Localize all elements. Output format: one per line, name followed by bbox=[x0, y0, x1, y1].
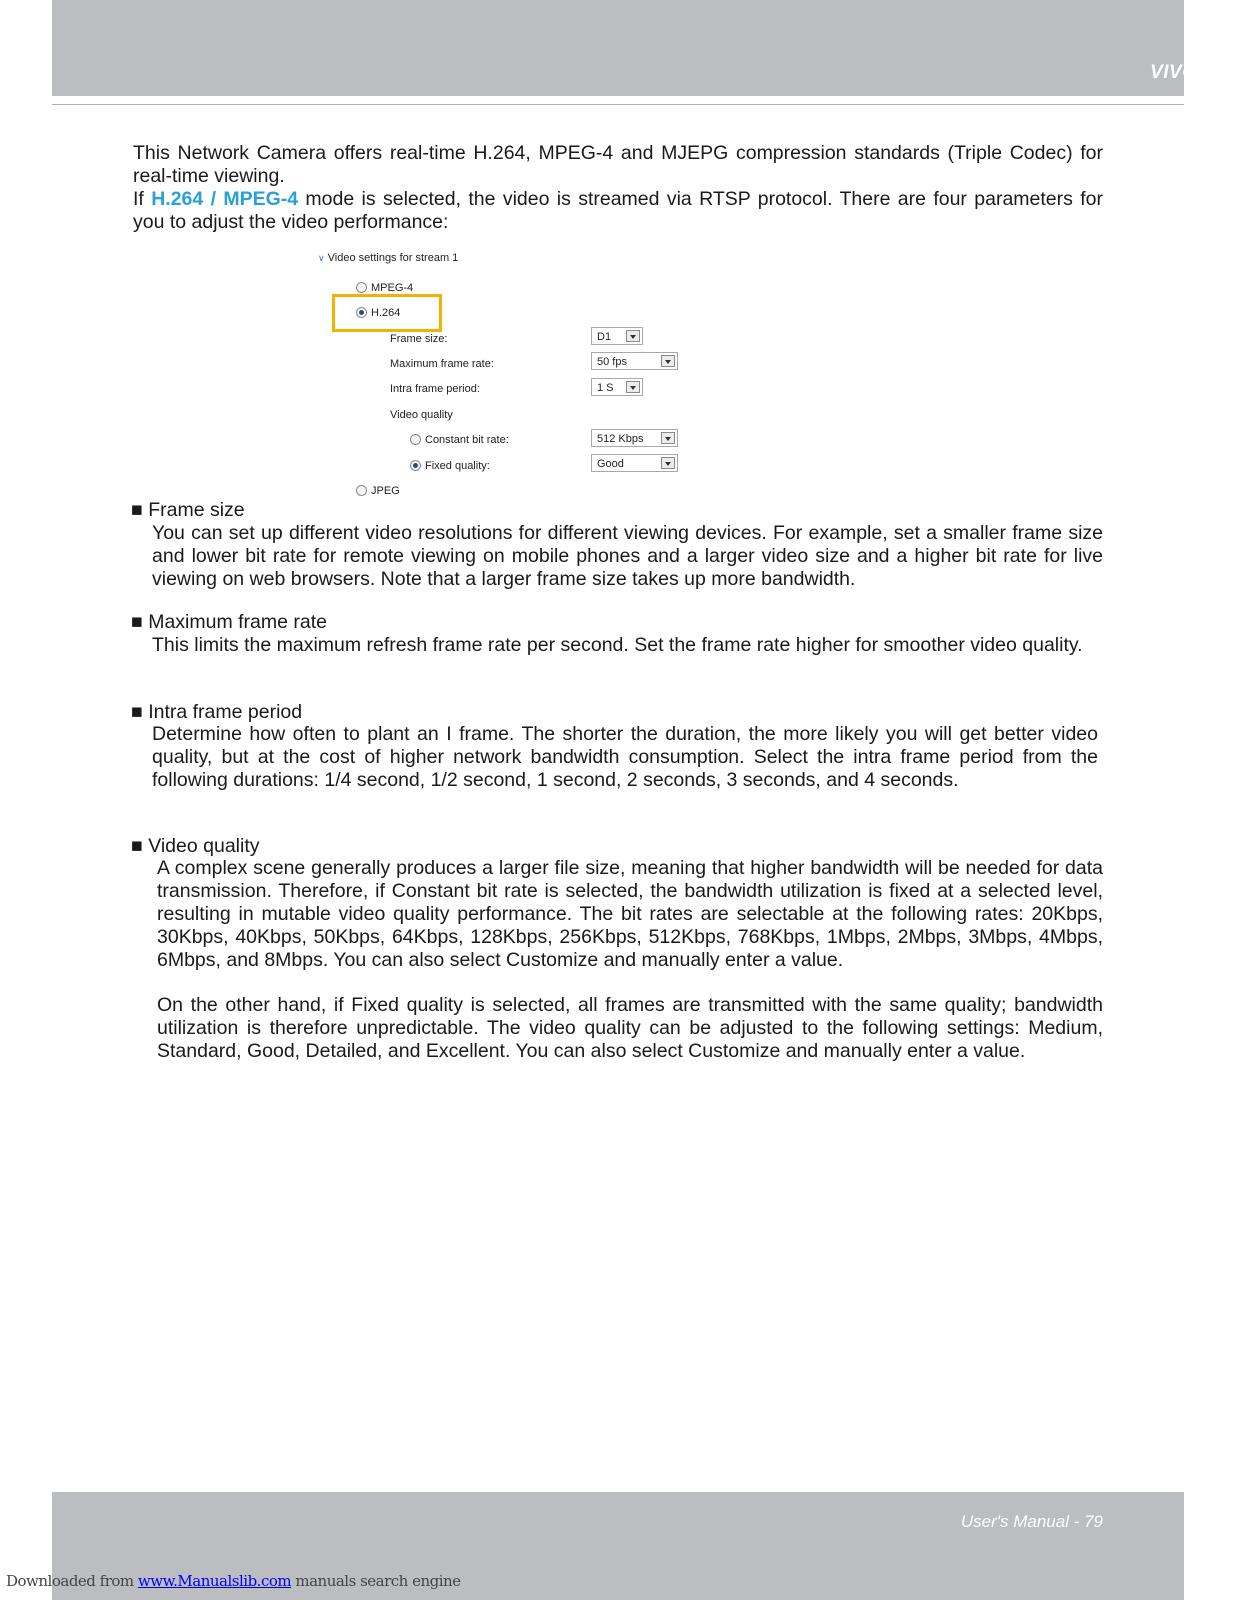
dropdown-arrow-icon bbox=[661, 457, 675, 469]
intro-paragraph-1: This Network Camera offers real-time H.264, MPEG-4 and MJEPG compression standards (Triple Codec) for real-time viewing. bbox=[133, 142, 1103, 187]
dropdown-arrow-icon bbox=[626, 381, 640, 393]
download-watermark: Downloaded from www.Manualslib.com manuals search engine bbox=[6, 1572, 461, 1590]
chevron-down-icon: ∨ bbox=[318, 253, 325, 263]
fixed-quality-option: Fixed quality: bbox=[410, 460, 490, 472]
intro-text bbox=[133, 142, 1103, 234]
section-title-frame-size: ■ Frame size bbox=[131, 499, 245, 521]
dropdown-arrow-icon bbox=[626, 330, 640, 342]
fixed-quality-select: Good bbox=[591, 454, 678, 472]
max-frame-rate-select: 50 fps bbox=[591, 352, 678, 370]
option-h264: H.264 bbox=[356, 307, 400, 319]
section-body-video-quality: A complex scene generally produces a larger file size, meaning that higher bandwidth will be needed for data transmission. Therefore, if Constant bit rate is selected, the bandwidth utilization is fixed at a selected level, resulting in mutable video quality performance. The bit rates are selectable at the following rates: 20Kbps, 30Kbps, 40Kbps, 50Kbps, 64Kbps, 128Kbps, 256Kbps, 512Kbps, 768Kbps, 1Mbps, 2Mbps, 3Mbps, 4Mbps, 6Mbps, and 8Mbps. You can also select Customize and manually enter a value. On the other hand, if Fixed quality is selected, all frames are transmitted with the same quality; bandwidth utilization is therefore unpredictable. The video quality can be adjusted to the following settings: Medium, Standard, Good, Detailed, and Excellent. You can also select Customize and manually enter a value. bbox=[157, 857, 1103, 1062]
section-title-max-frame-rate: ■ Maximum frame rate bbox=[131, 611, 327, 633]
codec-highlight: H.264 / MPEG-4 bbox=[151, 188, 299, 210]
cbr-option: Constant bit rate: bbox=[410, 434, 509, 446]
section-title-intra-frame: ■ Intra frame period bbox=[131, 701, 303, 723]
brand-logo: VIVOTEK bbox=[1150, 62, 1237, 83]
video-settings-screenshot bbox=[318, 252, 698, 514]
max-frame-rate-label: Maximum frame rate: bbox=[390, 358, 494, 370]
cbr-select: 512 Kbps bbox=[591, 429, 678, 447]
section-title-video-quality: ■ Video quality bbox=[131, 835, 260, 857]
dropdown-arrow-icon bbox=[661, 432, 675, 444]
radio-icon bbox=[356, 282, 367, 293]
radio-icon bbox=[410, 434, 421, 445]
page-number: User's Manual - 79 bbox=[960, 1512, 1103, 1531]
video-quality-label: Video quality bbox=[390, 409, 453, 421]
manualslib-link[interactable]: www.Manualslib.com bbox=[137, 1572, 292, 1590]
header-divider bbox=[52, 104, 1184, 105]
option-jpeg: JPEG bbox=[356, 485, 400, 497]
stream-settings-title: ∨ Video settings for stream 1 bbox=[318, 252, 459, 264]
dropdown-arrow-icon bbox=[661, 355, 675, 367]
radio-selected-icon bbox=[356, 307, 367, 318]
section-body-frame-size: You can set up different video resolutions for different viewing devices. For example, set a smaller frame size and lower bit rate for remote viewing on mobile phones and a larger video size and a higher bit rate for live viewing on web browsers. Note that a larger frame size takes up more bandwidth. bbox=[152, 522, 1103, 590]
radio-selected-icon bbox=[410, 460, 421, 471]
intra-frame-label: Intra frame period: bbox=[390, 383, 480, 395]
frame-size-select: D1 bbox=[591, 327, 643, 345]
frame-size-label: Frame size: bbox=[390, 333, 448, 345]
intra-frame-select: 1 S bbox=[591, 378, 643, 396]
section-body-intra-frame: Determine how often to plant an I frame. The shorter the duration, the more likely you will get better video quality, but at the cost of higher network bandwidth consumption. Select the intra frame period from the following durations: 1/4 second, 1/2 second, 1 second, 2 seconds, 3 seconds, and 4 seconds. bbox=[152, 723, 1098, 791]
option-mpeg4: MPEG-4 bbox=[356, 282, 413, 294]
section-body-max-frame-rate: This limits the maximum refresh frame rate per second. Set the frame rate higher for smoother video quality. bbox=[152, 634, 1083, 656]
intro-paragraph-2: If H.264 / MPEG-4 mode is selected, the video is streamed via RTSP protocol. There are four parameters for you to adjust the video performance: bbox=[133, 188, 1103, 233]
radio-icon bbox=[356, 485, 367, 496]
